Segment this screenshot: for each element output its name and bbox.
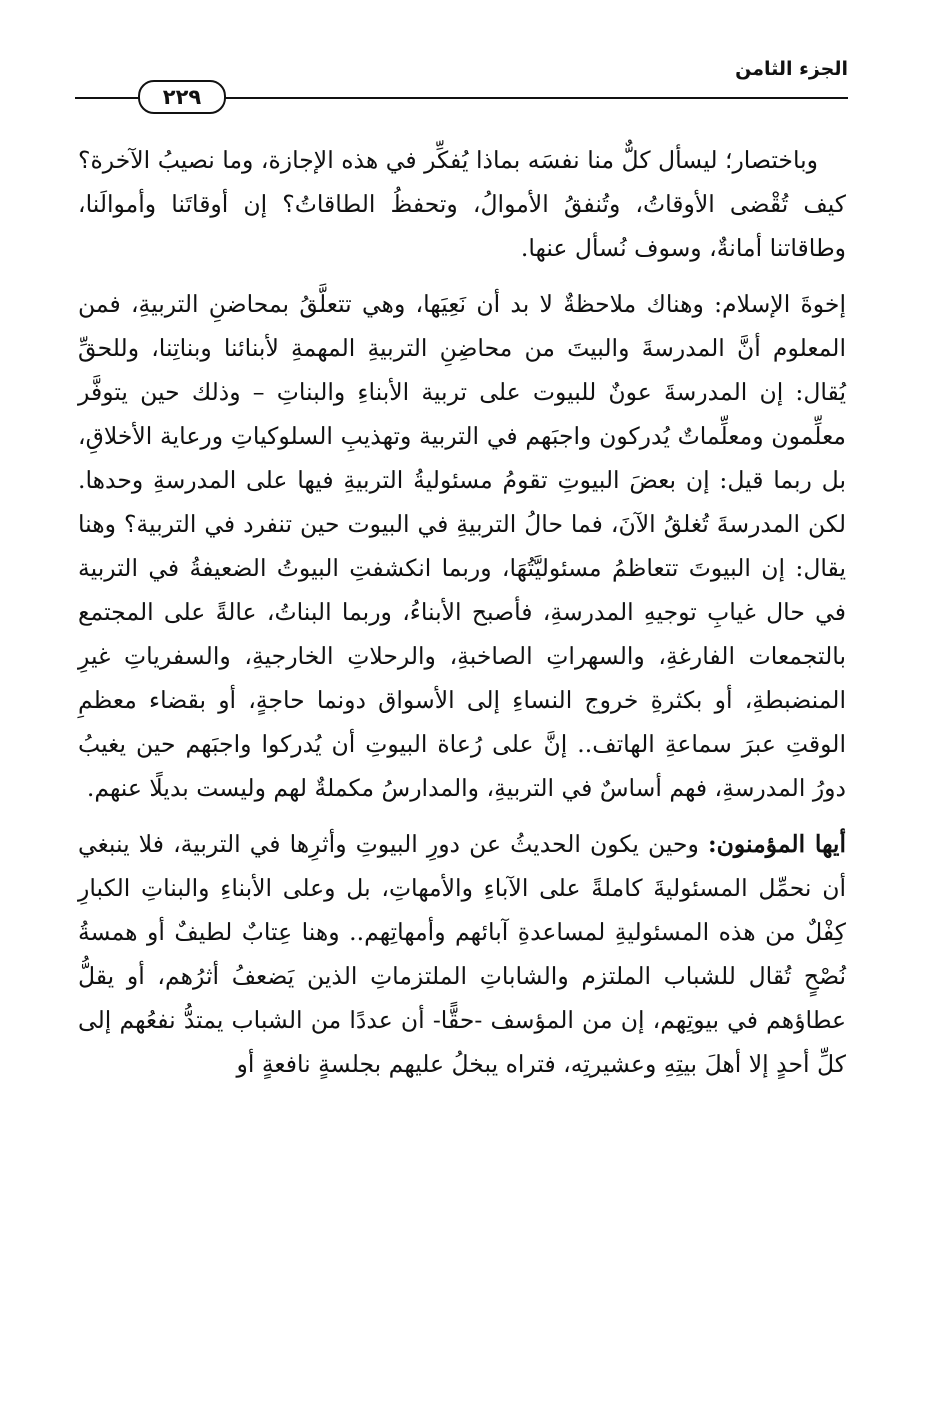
paragraph-3-lead: أيها المؤمنون:	[707, 830, 846, 858]
paragraph-3	[78, 822, 846, 1086]
body-text	[78, 138, 846, 1098]
paragraph-2: إخوةَ الإسلام: وهناك ملاحظةٌ لا بد أن نَعِيَها، وهي تتعلَّقُ بمحاضنِ التربيةِ، فمن المعلوم أنَّ المدرسةَ والبيتَ من محاضِنِ التربيةِ المهمةِ لأبنائنا وبناتِنا، وللحقِّ يُقال: إن المدرسةَ عونٌ للبيوت على تربية الأبناءِ والبناتِ – وذلك حين يتوفَّر معلِّمون ومعلِّماتٌ يُدركون واجبَهم في التربية وتهذيبِ السلوكياتِ ورعاية الأخلاقِ، بل ربما قيل: إن بعضَ البيوتِ تقومُ مسئوليةُ التربيةِ فيها على المدرسةِ وحدها. لكن المدرسةَ تُغلقُ الآنَ، فما حالُ التربيةِ في البيوت حين تنفرد في التربية؟ وهنا يقال: إن البيوتَ تتعاظمُ مسئوليَّتُهَا، وربما انكشفتِ البيوتُ الضعيفةُ في التربية في حال غيابِ توجيهِ المدرسةِ، فأصبح الأبناءُ، وربما البناتُ، عالةً على المجتمع بالتجمعات الفارغةِ، والسهراتِ الصاخبةِ، والرحلاتِ الخارجيةِ، والسفرياتِ غيرِ المنضبطةِ، أو بكثرةِ خروج النساءِ إلى الأسواق دونما حاجةٍ، أو بقضاء معظمِ الوقتِ عبرَ سماعةِ الهاتف.. إنَّ على رُعاة البيوتِ أن يُدركوا واجبَهم حين يغيبُ دورُ المدرسةِ، فهم أساسٌ في التربيةِ، والمدارسُ مكملةٌ لهم وليست بديلًا عنهم.	[78, 290, 846, 802]
paragraph-3-text: وحين يكون الحديثُ عن دورِ البيوتِ وأثرِها في التربية، فلا ينبغي أن نحمِّل المسئوليةَ كاملةً على الآباءِ والأمهاتِ، بل وعلى الأبناءِ والبناتِ الكبارِ كِفْلٌ من هذه المسئوليةِ لمساعدةِ آبائهم وأمهاتِهم.. وهنا عِتابٌ لطيفٌ أو همسةُ نُصْحٍ تُقال للشباب الملتزم والشاباتِ الملتزماتِ الذين يَضعفُ أثرُهم، أو يقلُّ عطاؤهم في بيوتِهم، إن من المؤسف -حقًّا- أن عددًا من الشباب يمتدُّ نفعُهم إلى كلِّ أحدٍ إلا أهلَ بيتِهِ وعشيرتِه، فتراه يبخلُ عليهم بجلسةٍ نافعةٍ أو	[78, 830, 846, 1078]
page-number-badge: ٢٢٩	[138, 80, 226, 114]
paragraph-1: وباختصار؛ ليسأل كلٌّ منا نفسَه بماذا يُفكِّر في هذه الإجازة، وما نصيبُ الآخرة؟ كيف تُقْضى الأوقاتُ، وتُنفقُ الأموالُ، وتحفظُ الطاقاتُ؟ إن أوقاتَنا وأموالَنا، وطاقاتنا أمانةٌ، وسوف نُسأل عنها.	[78, 146, 846, 262]
running-head-title: الجزء الثامن	[735, 58, 848, 80]
